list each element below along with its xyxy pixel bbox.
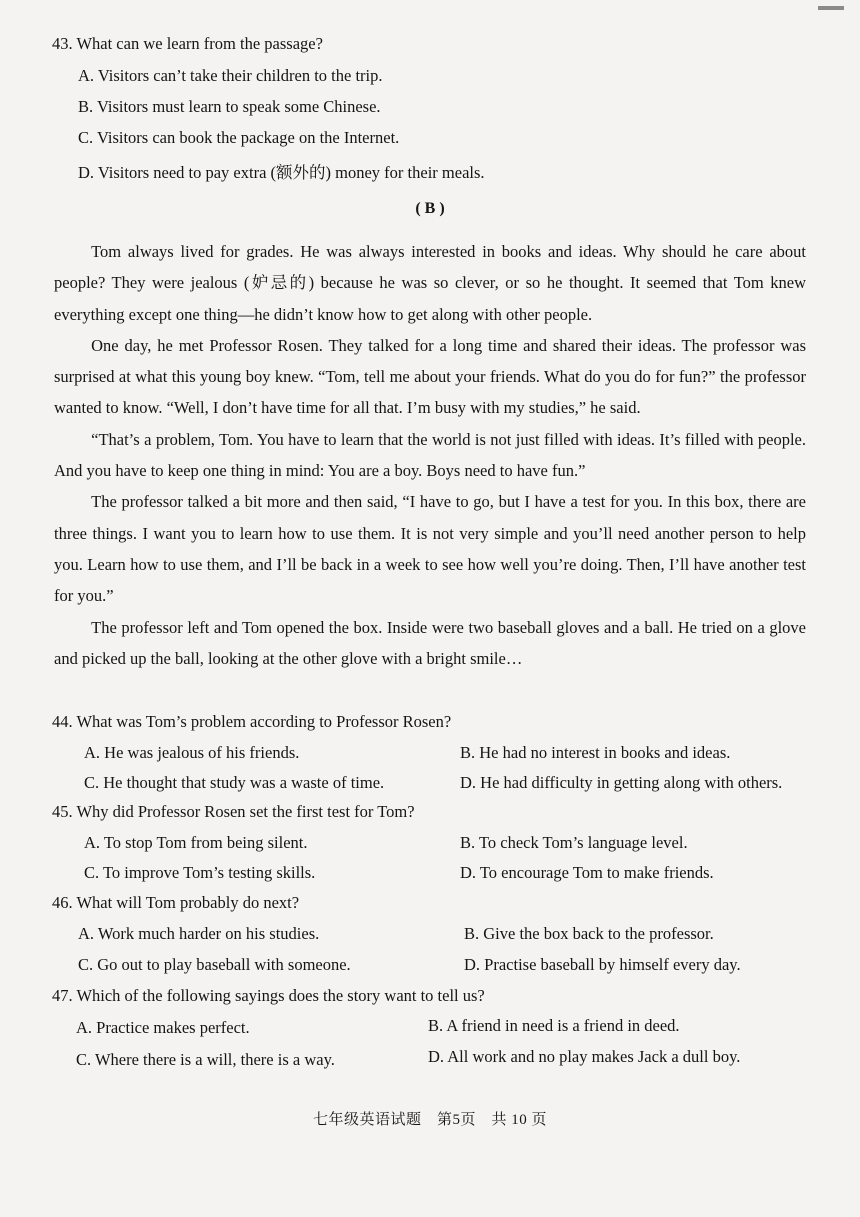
question-46-option-c: C. Go out to play baseball with someone.	[78, 955, 351, 974]
question-43-option-c: C. Visitors can book the package on the Internet.	[78, 128, 400, 147]
question-45-option-b: B. To check Tom’s language level.	[460, 833, 688, 852]
question-43-option-d: D. Visitors need to pay extra (额外的) money for their meals.	[78, 163, 485, 182]
question-43-option-b: B. Visitors must learn to speak some Chinese.	[78, 97, 381, 116]
question-44-option-a: A. He was jealous of his friends.	[84, 743, 300, 762]
question-44-option-d: D. He had difficulty in getting along with others.	[460, 773, 783, 792]
question-44-option-c: C. He thought that study was a waste of time.	[84, 773, 385, 792]
page-footer: 七年级英语试题 第5页 共 10 页	[312, 1112, 547, 1128]
section-b-heading: ( B )	[415, 200, 445, 217]
question-47-option-a: A. Practice makes perfect.	[76, 1018, 250, 1037]
question-47-stem: 47. Which of the following sayings does the story want to tell us?	[52, 986, 485, 1005]
reading-passage	[54, 236, 806, 674]
question-46-option-a: A. Work much harder on his studies.	[78, 924, 320, 943]
question-47-option-c: C. Where there is a will, there is a way.	[76, 1050, 335, 1069]
question-46-stem: 46. What will Tom probably do next?	[52, 893, 300, 912]
question-46-option-b: B. Give the box back to the professor.	[464, 924, 714, 943]
passage-paragraph-2: One day, he met Professor Rosen. They talked for a long time and shared their ideas. The professor was surprised at what this young boy knew. “Tom, tell me about your friends. What do you do for fun?” the professor wanted to know. “Well, I don’t have time for all that. I’m busy with my studies,” he said.	[54, 335, 806, 418]
question-45-option-c: C. To improve Tom’s testing skills.	[84, 863, 316, 882]
question-46-option-d: D. Practise baseball by himself every day.	[464, 955, 741, 974]
question-47-option-b: B. A friend in need is a friend in deed.	[428, 1016, 680, 1035]
question-43-option-a: A. Visitors can’t take their children to the trip.	[78, 66, 383, 85]
question-44-option-b: B. He had no interest in books and ideas.	[460, 743, 731, 762]
question-47-option-d: D. All work and no play makes Jack a dull boy.	[428, 1047, 741, 1066]
passage-paragraph-3: “That’s a problem, Tom. You have to learn that the world is not just filled with ideas. It’s filled with people. And you have to keep one thing in mind: You are a boy. Boys need to have fun.”	[54, 429, 806, 481]
passage-paragraph-5: The professor left and Tom opened the box. Inside were two baseball gloves and a ball. He tried on a glove and picked up the ball, looking at the other glove with a bright smile…	[54, 617, 806, 668]
passage-paragraph-1: Tom always lived for grades. He was always interested in books and ideas. Why should he care about people? They were jealous (妒忌的) because he was so clever, or so he thought. It seemed that Tom knew everything except one thing—he didn’t know how to get along with other people.	[54, 242, 806, 324]
question-44-stem: 44. What was Tom’s problem according to Professor Rosen?	[52, 712, 452, 731]
question-43-stem: 43. What can we learn from the passage?	[52, 34, 323, 53]
question-45-option-a: A. To stop Tom from being silent.	[84, 833, 308, 852]
question-45-stem: 45. Why did Professor Rosen set the first test for Tom?	[52, 802, 415, 821]
question-45-option-d: D. To encourage Tom to make friends.	[460, 863, 714, 882]
passage-paragraph-4: The professor talked a bit more and then said, “I have to go, but I have a test for you. In this box, there are three things. I want you to learn how to use them. It is not very simple and you’ll need another person to help you. Learn how to use them, and I’ll be back in a week to see how well you’re doing. Then, I’ll have another test for you.”	[54, 492, 806, 606]
scan-artifact-mark	[818, 6, 844, 10]
